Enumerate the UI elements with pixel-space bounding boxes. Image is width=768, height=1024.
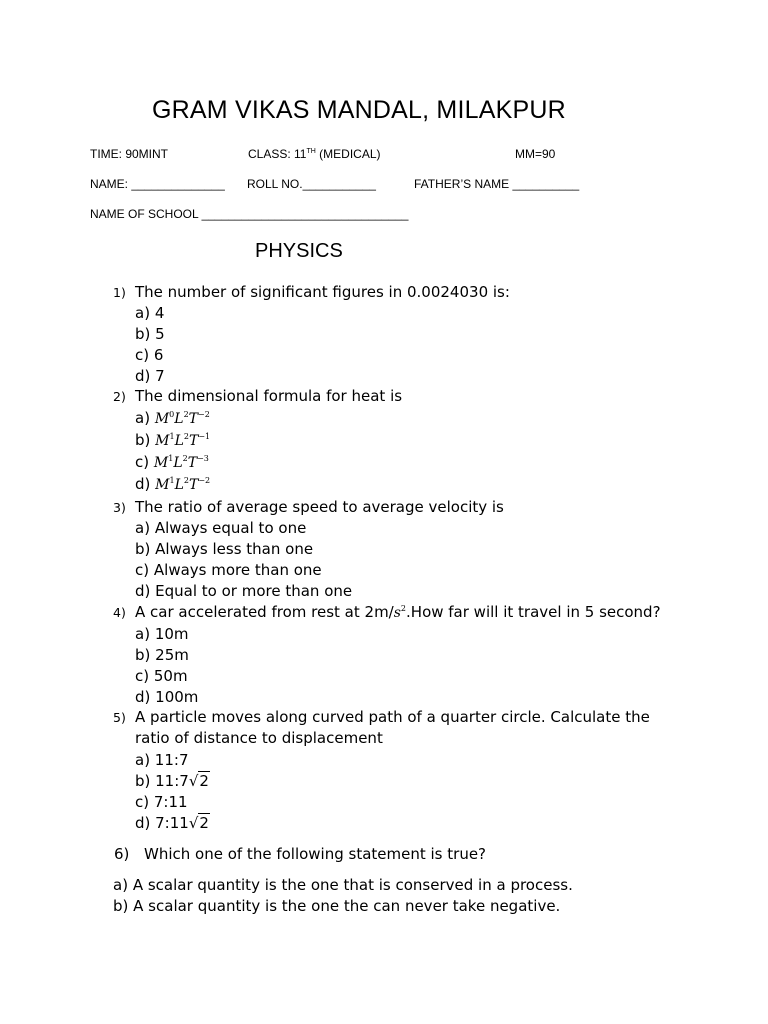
option-label: b): [113, 897, 129, 915]
question-text: The ratio of average speed to average velocity is: [135, 498, 504, 516]
option: [135, 582, 352, 600]
class-prefix: CLASS: 11: [248, 147, 307, 161]
m-exponent: 1: [169, 476, 175, 485]
option-label: d): [135, 582, 151, 600]
roll-field: ROLL NO.___________: [247, 177, 376, 191]
t-exponent: −3: [197, 454, 209, 463]
option: [135, 667, 188, 685]
name-field: NAME: ______________: [90, 177, 225, 191]
option: [135, 561, 322, 579]
school-title: GRAM VIKAS MANDAL, MILAKPUR: [152, 96, 566, 124]
option: [135, 367, 165, 385]
dimensional-formula: $M^0L^2T^{-2}$: [154, 410, 210, 427]
question-text: Which one of the following statement is true?: [144, 845, 487, 863]
option: [113, 897, 560, 915]
option-label: a): [135, 519, 151, 537]
l-exponent: 2: [183, 476, 189, 485]
m-exponent: 1: [168, 454, 174, 463]
square-root: √2: [188, 814, 209, 832]
option-label: a): [113, 876, 129, 894]
option-text: 10m: [154, 625, 189, 643]
option-text: 50m: [153, 667, 188, 685]
question-text: The dimensional formula for heat is: [135, 387, 403, 405]
dimensional-formula: $M^1L^2T^{-3}$: [153, 454, 209, 471]
option: c) 7:11: [135, 793, 188, 811]
option-text: Equal to or more than one: [155, 582, 353, 600]
option-text: 7: [155, 367, 165, 385]
option-text: A scalar quantity is the one that is conserved in a process.: [132, 876, 573, 894]
option-label: c): [135, 453, 150, 471]
option-text: Always more than one: [153, 561, 322, 579]
option: [135, 409, 210, 427]
unit-seconds: [394, 605, 406, 621]
question-number: 4): [113, 605, 126, 620]
option-text: d) 7:11: [135, 814, 189, 832]
option-text: b) 11:7: [135, 772, 189, 790]
question-number: 5): [113, 710, 126, 725]
option-text: 4: [154, 304, 165, 322]
question-text: A particle moves along curved path of a quarter circle. Calculate the: [135, 708, 650, 726]
class-suffix: (MEDICAL): [315, 147, 381, 161]
dimensional-formula: $M^1L^2T^{-2}$: [155, 476, 211, 493]
option: [135, 304, 164, 322]
option: a) 11:7: [135, 751, 189, 769]
radicand: 2: [199, 772, 209, 790]
option: [135, 475, 210, 493]
l-exponent: 2: [183, 410, 189, 419]
option-label: d): [135, 688, 151, 706]
unit-s: s: [393, 605, 401, 621]
question-text-post: .How far will it travel in 5 second?: [406, 603, 661, 621]
subject-title: PHYSICS: [255, 240, 343, 262]
option-label: b): [135, 325, 151, 343]
option-label: b): [135, 646, 151, 664]
dimensional-formula: $M^1L^2T^{-1}$: [155, 432, 211, 449]
option-text: Always equal to one: [154, 519, 307, 537]
school-name-field: NAME OF SCHOOL _______________________________: [90, 207, 409, 221]
option-label: a): [135, 409, 151, 427]
option: [135, 346, 163, 364]
m-exponent: 0: [169, 410, 175, 419]
question-number: 3): [113, 500, 126, 515]
option-label: c): [135, 346, 150, 364]
l-exponent: 2: [182, 454, 188, 463]
option: [135, 453, 209, 471]
option: [135, 646, 189, 664]
option: [135, 431, 210, 449]
question-text-pre: A car accelerated from rest at 2m/: [135, 603, 394, 621]
t-exponent: −2: [198, 410, 210, 419]
max-marks-label: MM=90: [515, 147, 556, 161]
father-name-field: FATHER’S NAME __________: [414, 177, 580, 191]
option: [135, 772, 210, 790]
option: [135, 519, 306, 537]
question-number: 1): [113, 285, 126, 300]
question-text-continued: ratio of distance to displacement: [135, 729, 383, 747]
radicand: 2: [199, 814, 209, 832]
option-text: 5: [155, 325, 165, 343]
option-text: A scalar quantity is the one the can never take negative.: [133, 897, 561, 915]
option-label: b): [135, 431, 151, 449]
question-number: 2): [113, 389, 126, 404]
option: [135, 325, 165, 343]
time-label: TIME: 90MINT: [90, 147, 169, 161]
m-exponent: 1: [169, 432, 175, 441]
unit-exponent: 2: [400, 604, 407, 613]
option-text: 6: [153, 346, 164, 364]
option-text: 100m: [155, 688, 199, 706]
option-text: Always less than one: [155, 540, 314, 558]
t-exponent: −1: [198, 432, 211, 441]
option: [135, 814, 210, 832]
class-label: [248, 147, 381, 161]
class-superscript: TH: [306, 148, 316, 155]
option: [135, 688, 198, 706]
option-text: 25m: [155, 646, 189, 664]
option: [135, 625, 189, 643]
t-exponent: −2: [198, 476, 211, 485]
question-text: The number of significant figures in 0.0024030 is:: [135, 283, 510, 301]
option: [113, 876, 573, 894]
square-root: √2: [188, 772, 209, 790]
option: [135, 540, 313, 558]
question-number: 6): [114, 845, 130, 863]
option-label: a): [135, 625, 151, 643]
option-label: c): [135, 667, 150, 685]
option-label: d): [135, 475, 151, 493]
option-label: c): [135, 561, 150, 579]
option-label: b): [135, 540, 151, 558]
option-label: d): [135, 367, 151, 385]
question-text: [135, 603, 661, 621]
l-exponent: 2: [183, 432, 189, 441]
option-label: a): [135, 304, 151, 322]
